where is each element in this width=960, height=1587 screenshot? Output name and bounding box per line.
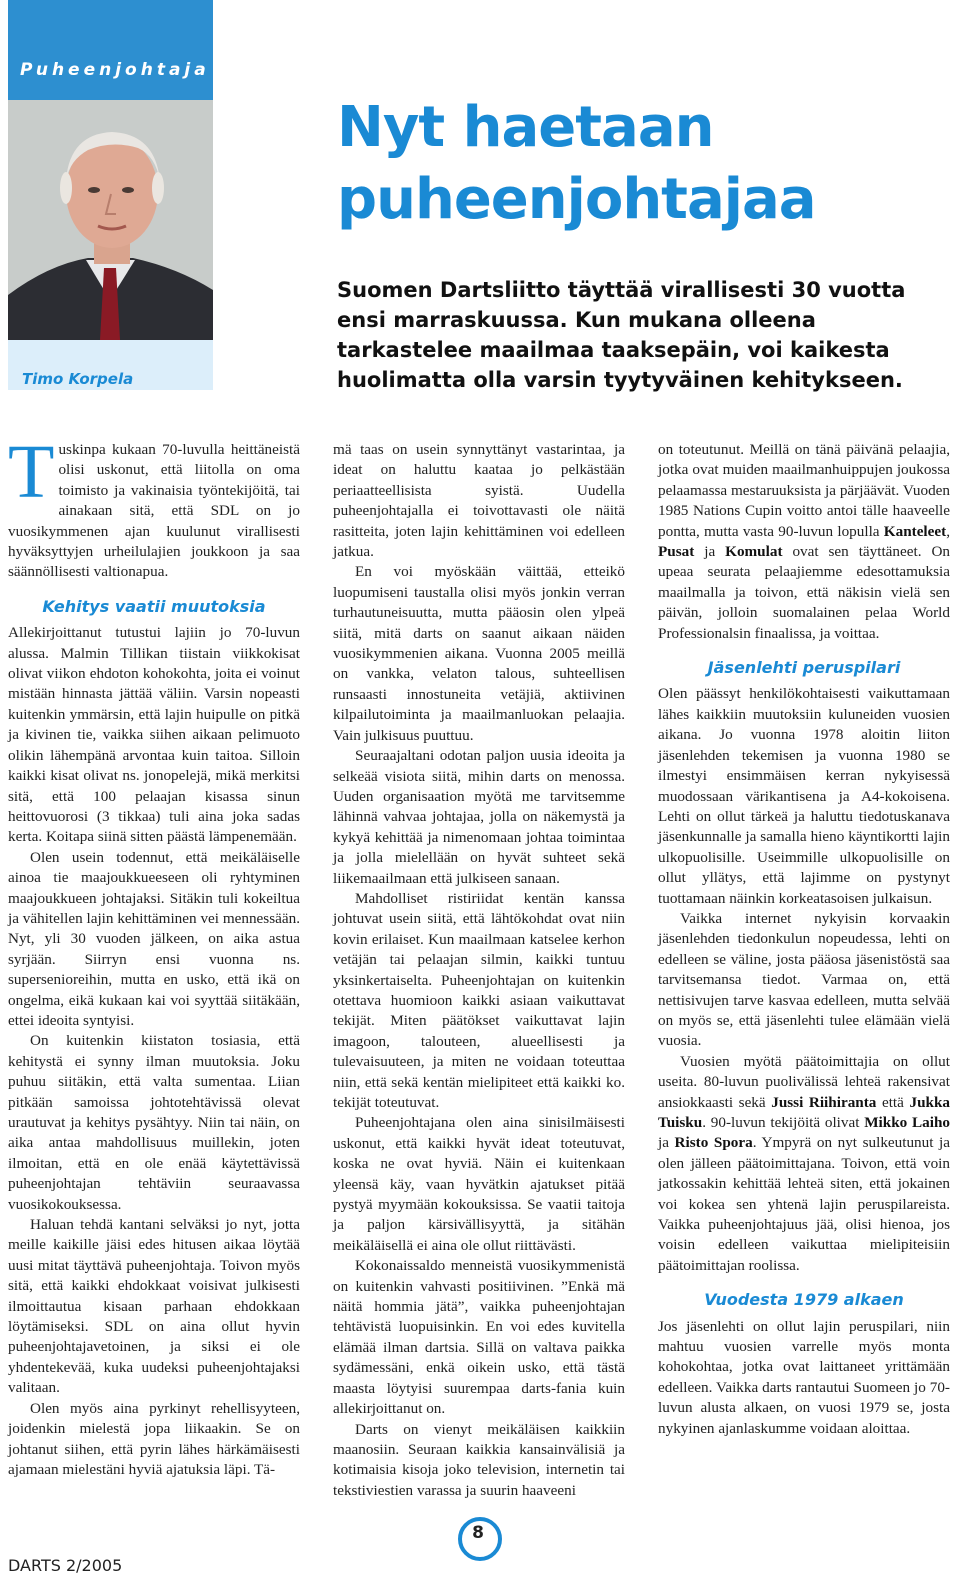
person-name: Mikko Laiho <box>864 1114 950 1131</box>
paragraph: On kuitenkin kiistaton tosiasia, että kehitystä ei synny ilman muutoksia. Joku puhuu siitäkin, että valta sumentaa. Liian pitkään samoissa johtotehtävissä olevat urautuvat ja kehitys pysähtyy. Niin tai näin, on aika antaa mahdollisuus muillekin, joten ilmoitan, että en ole enää käytettävissä puheenjohtajan tehtäviin seuraavassa vuosikokouksessa. <box>8 1032 300 1213</box>
text-run: että <box>876 1093 910 1111</box>
paragraph: Seuraajaltani odotan paljon uusia ideoita ja selkeää visiota siitä, mihin darts on menossa. Uuden organisaation myötä me tarvitsemme lähinnä vahvaa johtajaa, jolla on näkemystä ja kykyä kehittää ja nimenomaan johtaa toimintaa ja jolla mielellään on hyvät suhteet sekä liikemaailmaan että julkiseen sanaan. <box>333 747 625 887</box>
article-column-1 <box>8 430 300 1480</box>
text-run: . Ympyrä on nyt sulkeutunut ja olen jälleen päätoimittajana. Toivon, että voin jatkossakin kehittää lehteä siten, että jokainen voi kokea sen yhtenä lajin peruspilareista. Vaikka puheenjohtajuus jää, olisi hienoa, jos voisin edelleen vaikuttaa mielipiteisiin päätoimittajan roolissa. <box>658 1134 950 1274</box>
player-name: Komulat <box>725 543 783 561</box>
drop-cap: T <box>8 430 55 514</box>
text-run: ja <box>694 543 726 561</box>
paragraph: Kokonaissaldo menneistä vuosikymmenistä on kuitenkin vahvasti positiivinen. ”Enkä mä näitä hommia jätä”, vaikka puheenjohtajan tehtävistä luopuisinkin. En voi edes kuvitella elämää ilman dartsia. Sillä on valtava paikka sydämessäni, enkä oikein usko, että tästä maasta löytyisi suurempaa darts-fania kuin allekirjoittanut on. <box>333 1257 625 1418</box>
issue-label: DARTS 2/2005 <box>8 1556 123 1575</box>
paragraph: Puheenjohtajana olen aina sinisilmäisesti uskonut, että kaikki hyvät ideat toteutuvat, koska ne ovat hyviä. Näin ei kuitenkaan yleensä käy, vaan hyvätkin ajatukset pitää pystyä myymään kokouksissa. Se vaatii taitoja ja paljon kärsivällisyyttä, ja sitähän meikäläisellä ei aina ole ollut riittävästi. <box>333 1114 625 1254</box>
sidebar-panel <box>8 0 213 390</box>
paragraph: En voi myöskään väittää, etteikö luopumiseni taustalla olisi myös jonkin verran turhautuneisuutta, mutta pääosin olen ylpeä siitä, mitä darts on saanut aikaan näiden vuosikymmenien aikana. Vuonna 2005 meillä on vankka, velaton talous, suhteellisen runsaasti innostuneita vetäjiä, aktiivinen kilpailutoiminta ja maailmanluokan pelaajia. Vain julkisuus puuttuu. <box>333 563 625 744</box>
article-column-2 <box>333 440 625 1501</box>
subheading: Vuodesta 1979 alkaen <box>704 1290 904 1310</box>
subheading: Jäsenlehti peruspilari <box>707 658 901 678</box>
portrait-photo <box>8 100 213 340</box>
player-name: Pusat <box>658 543 695 561</box>
headline-line1: Nyt haetaan <box>337 95 714 160</box>
person-name: Risto Spora <box>674 1134 753 1152</box>
paragraph: Haluan tehdä kantani selväksi jo nyt, jotta meille kaikille jäisi edes hitusen aikaa löytää uusi mitat täyttävä puheenjohtaja. Toivon myös sitä, että kaikki ehdokkaat voisivat julkisesti ilmoittautua kisaan parhaan ehdokkaan löytämiseksi. SDL on aina ollut hyvin puheenjohtajavetoinen, ja siksi ei ole yhdentekevää, kuka uudeksi puheenjohtajaksi valitaan. <box>8 1216 300 1397</box>
text-run: Vuosien myötä päätoimittajia on ollut useita. 80-luvun puolivälissä lehteä rakensivat ansiokkaasti sekä <box>658 1052 950 1111</box>
paragraph: mä taas on usein synnyttänyt vastarintaa, ja ideat on haluttu kaataa jo pelkästään periaatteellisista syistä. Uudella puheenjohtajalla ei toivottavasti ole näitä rasitteita, joten lajin kehittäminen voi edelleen jatkua. <box>333 441 625 561</box>
text-run: . 90-luvun tekijöitä olivat <box>702 1114 865 1131</box>
person-name: Jussi Riihiranta <box>771 1093 877 1111</box>
section-tag: Puheenjohtaja <box>20 60 210 80</box>
paragraph: Jos jäsenlehti on ollut lajin peruspilari, niin mahtuu vuosien varrelle myös monta kohokohtaa, jotka ovat laittaneet yrittämään edelleen. Vaikka darts rantautui Suomeen jo 70-luvun alusta alkaen, on vuosi 1979 se, josta nykyinen ajanlaskumme voidaan aloittaa. <box>658 1317 950 1437</box>
photo-caption: Timo Korpela <box>22 370 134 388</box>
subheading: Kehitys vaatii muutoksia <box>42 596 266 616</box>
paragraph: Olen myös aina pyrkinyt rehellisyyteen, joidenkin mielestä jopa liikaakin. Se on johtanut siihen, että pyrin lähes härkämäisesti ajamaan mielestäni hyviä ajatuksia läpi. Tä- <box>8 1399 300 1478</box>
text-run: ja <box>658 1134 675 1152</box>
player-name: Kanteleet <box>883 522 947 540</box>
headline-line2: puheenjohtajaa <box>337 167 816 232</box>
paragraph-text: uskinpa kukaan 70-luvulla heittäneistä olisi uskonut, että liitolla on oma toimisto ja vakinaisia työntekijöitä, tai ainakaan sitä, että SDL on jo vuosikymmenen ajan kuulunut virallisesti hyväksyttyjen urheilulajien joukkoon ja saa säännöllisesti valtionapua. <box>8 441 300 581</box>
lead-paragraph: Suomen Dartsliitto täyttää virallisesti 30 vuotta ensi marraskuussa. Kun mukana olleena tarkastelee maailmaa taaksepäin, voi kaikesta huolimatta olla varsin tyytyväinen kehitykseen. <box>337 278 906 392</box>
paragraph: Mahdolliset ristiriidat kentän kanssa johtuvat usein siitä, että lähtökohdat ovat niin kovin erilaiset. Kun maailmaan katselee kerhon vetäjän tai pelaajan silmin, kaikki tuntuu yksinkertaiselta. Puheenjohtajan on kuitenkin otettava huomioon kaikki asiaan vaikuttavat tekijät. Miten päätökset vaikuttavat lajin imagoon, talouteen, alueellisesti ja tulevaisuuteen, ja miten ne voidaan toteuttaa niin, että sekä kentän mielipiteet että kaikki ko. tekijät toteutuvat. <box>333 889 625 1111</box>
headline <box>337 92 816 236</box>
page-number: 8 <box>472 1523 484 1543</box>
text-run: ovat sen täyttäneet. On upeaa seurata pelaajiemme edesottamuksia maailmalla ja toivon, että näkisin vielä sen päivän, jolloin suomalainen pelaa World Professionalsin finaalissa, ja voittaa. <box>658 543 951 642</box>
paragraph <box>8 430 300 583</box>
article-column-3 <box>658 440 950 1439</box>
paragraph: Darts on vienyt meikäläisen kaikkiin maanosiin. Seuraan kaikkia kansainvälisiä ja kotimaisia kisoja joko television, internetin tai tekstiviestien varassa ja suurin haaveeni <box>333 1420 625 1499</box>
paragraph <box>658 1052 950 1276</box>
paragraph: Olen usein todennut, että meikäläiselle ainoa tie maajoukkueeseen oli ryhtyminen maajoukkueen johtajaksi. Sitäkin tuli kokeiltua ja vähitellen lajin kehittäminen vei mennessään. Nyt, yli 30 vuoden jälkeen, on aika astua syrjään. Siirryn ensi vuonna ns. supersenioreihin, mutta en usko, että ikä on ongelma, eikä kukaan kai voi syyttää siitäkään, ettei ideoita syntyisi. <box>8 848 300 1029</box>
paragraph: Vaikka internet nykyisin korvaakin jäsenlehden tiedonkulun nopeudessa, lehti on edelleen se väline, josta pääosa jäsenistöstä saa tarvitsemansa tiedot. Varmaa on, että nettisivujen tarve kasvaa edelleen, mutta selvää on myös se, että jäsenlehti tulee elämään vielä vuosia. <box>658 909 950 1050</box>
person-name: Jukka Tuisku <box>658 1093 950 1131</box>
paragraph: Allekirjoittanut tutustui lajiin jo 70-luvun alussa. Malmin Tillikan tiistain viikkokisat olivat viikon ehdoton kohokohta, joita ei voinut mistään hinnasta jättää väliin. Varsin nopeasti kuitenkin ymmärsin, että lajin huipulle on pitkä ja kivinen tie, vaikka siihen aikaan pelimuoto olikin lähempänä arvontaa kuin taitoa. Silloin kaikki kisat olivat ns. jonopelejä, mikä merkitsi sitä, että 100 pelaajan kisassa sinun heittovuorosi (3 tikkaa) tuli aina joka sadas kerta. Koitapa siinä sitten päästä lämpenemään. <box>8 624 300 846</box>
paragraph: Olen päässyt henkilökohtaisesti vaikuttamaan lähes kaikkiin muutoksiin kuluneiden vuosien aikana. Jo vuonna 1978 aloitin liiton jäsenlehden tekemisen ja vuonna 1980 se ilmestyi ensimmäisen kerran nykyisessä muodossaan värikantisena ja A4-kokoisena. Lehti on ollut tärkeä ja haluttu tiedotuskanava jäsenkunnalle ja samalla hieno käyntikortti lajin ulkopuolisille. Useimmille ulkopuolisille on ollut yllätys, että lajimme on pystynyt tuottamaan näinkin korkeatasoisen julkaisun. <box>658 685 950 907</box>
paragraph <box>658 440 950 644</box>
text-run: , <box>946 522 950 540</box>
text-run: on toteutunut. Meillä on tänä päivänä pelaajia, jotka ovat muiden maailmanhuippujen joukossa pelaamassa mestaruuksista ja pärjäävät. Vuoden 1985 Nations Cupin voitto antoi tälle haaveelle pontta, mutta vasta 90-luvun lopulla <box>658 441 950 540</box>
